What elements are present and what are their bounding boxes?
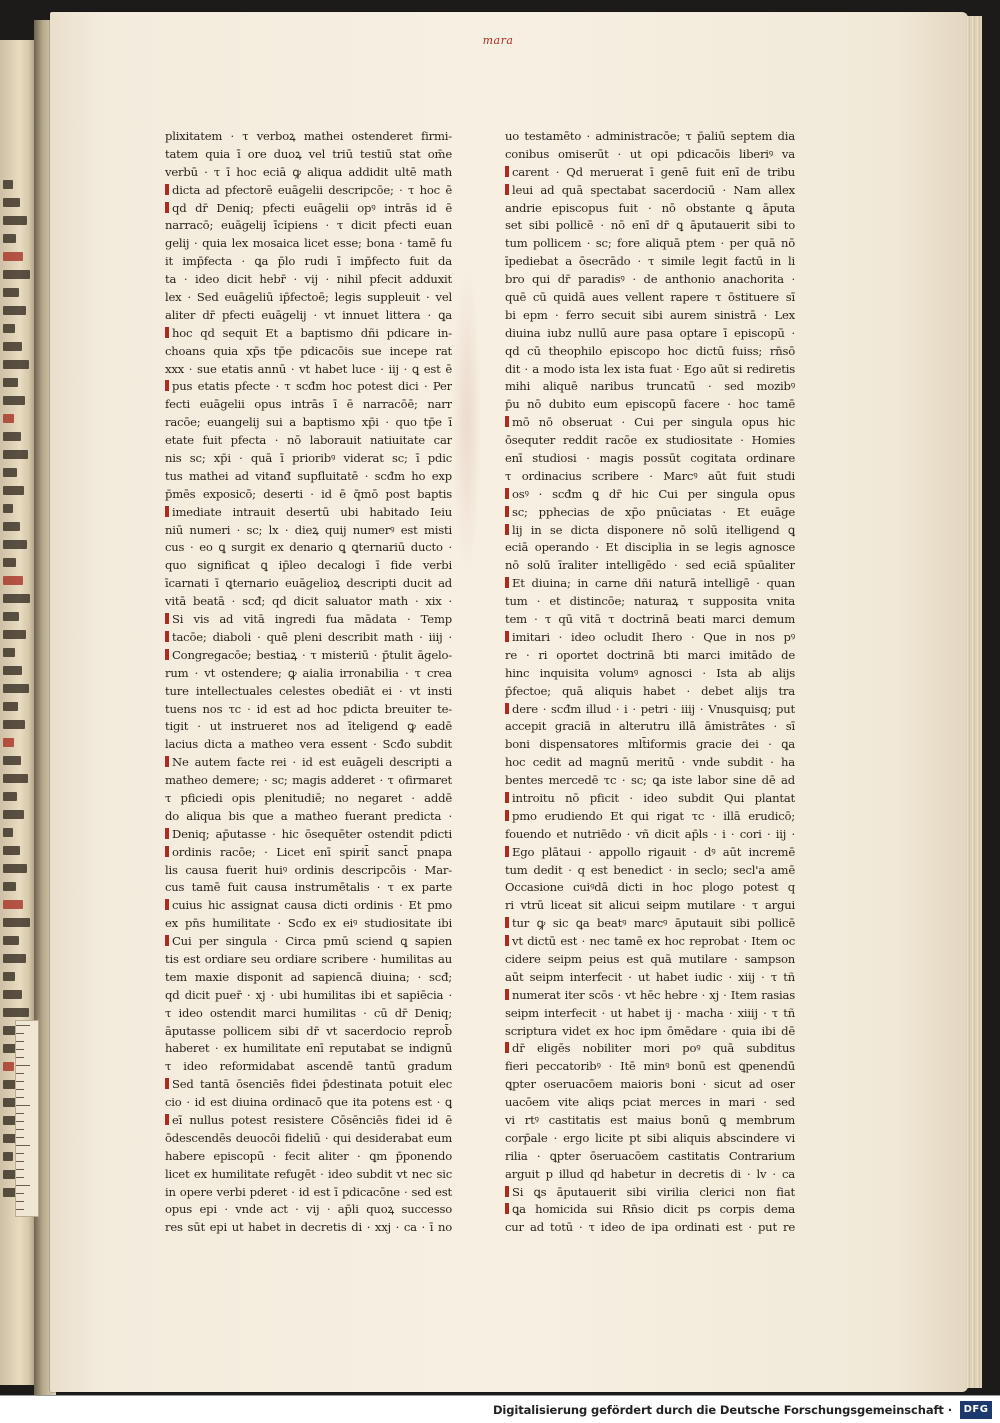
text-line: Deniq; ap̄utasse · hic ōsequēter ostendit pdicti [165, 826, 452, 844]
text-line: tus mathei ad vitanđ supfluitatē · scđm ho exp [165, 468, 452, 483]
text-line: cidere seipm peius est quā mutilare · sampson [505, 951, 795, 966]
text-line: habere episcopū · fecit aliter · ꝗm p̄ponendo [165, 1148, 452, 1163]
text-line: quo significat ꝗ ip̄leo decalogi ī fide verbi [165, 558, 452, 573]
previous-page-text-fragment [3, 576, 23, 585]
text-line: τ ideo reformidabat ascendē tantū gradum [165, 1059, 452, 1074]
text-line: enī studiosi · magis possūt cogitata ordinare [505, 451, 795, 466]
ruler-tick [16, 1097, 24, 1098]
text-line: lis causa fuerit huiꝰ ordinis descripcōis · Mar- [165, 862, 452, 877]
ruler-tick [16, 1161, 24, 1162]
text-line: qd dr̄ Deniq; pfecti euāgelii opꝰ intrās id ē [165, 200, 452, 218]
ruler-tick [16, 1057, 24, 1058]
text-line: diuina iubz nullū aure pasa optare ī episcopū · [505, 325, 795, 340]
previous-page-text-fragment [3, 882, 16, 891]
previous-page-text-fragment [3, 774, 28, 783]
text-line: Cui per singula · Circa pmū sciend ꝗ sapien [165, 933, 452, 951]
previous-page-text-fragment [3, 1062, 14, 1071]
text-line: do aliqua bis que a matheo fuerant predicta · [165, 808, 452, 823]
text-line: Si vis ad vitā ingredi fua mādata · Temp [165, 611, 452, 629]
ruler-tick [16, 1153, 24, 1154]
text-line: τ ideo ostendit marci humilitas · cū dr̄ Deniq; [165, 1005, 452, 1020]
ruler-tick [16, 1201, 24, 1202]
text-line: quē cū quidā aues vellent rapere τ ōstituere sī [505, 290, 795, 305]
text-line: fecti euāgelii opus intrās ī ē narracōē; narr [165, 397, 452, 412]
ruler-tick [16, 1193, 24, 1194]
running-head: mara [482, 34, 514, 47]
text-line: fieri peccatoribꝰ · Itē minꝰ bonū est ꝗpenendū [505, 1059, 795, 1074]
previous-page-text-fragment [3, 864, 27, 873]
previous-page-text-fragment [3, 324, 15, 333]
text-line: dere · scđm illud · i · petri · iiij · Vnusquisq; put [505, 701, 795, 719]
text-line: corp̄ale · ergo licite pt sibi aliquis abscindere vi [505, 1130, 795, 1145]
text-line: conibus omiserūt · ut opi pdicacōis liberiꝰ va [505, 146, 795, 161]
previous-page-text-fragment [3, 216, 27, 225]
funding-credit: Digitalisierung gefördert durch die Deutsche Forschungsgemeinschaft · [492, 1403, 952, 1417]
text-column-right [505, 128, 795, 1237]
page-fore-edge [966, 16, 982, 1388]
text-line: mō nō obseruat · Cui per singula opus hic [505, 414, 795, 432]
text-line: nis sc; xp̄i · quā ī prioribꝰ viderat sc; ī pdic [165, 451, 452, 466]
previous-page-text-fragment [3, 684, 29, 693]
text-line: bi epm · ferro secuit sibi aurem sinistrā · Lex [505, 307, 795, 322]
text-line: ordinis racōe; · Licet enī spirit̄ sanct̄ pnapa [165, 844, 452, 862]
ruler-tick [16, 1065, 30, 1066]
text-line: dr̄ eligēs nobiliter mori poꝰ quā subditus [505, 1040, 795, 1058]
text-line: uo testamēto · administracōe; τ p̄aliū septem dia [505, 129, 795, 143]
previous-page-text-fragment [3, 486, 24, 495]
text-line: Sed tantā ōsenciēs fidei p̄destinata potuit elec [165, 1076, 452, 1094]
text-line: res sūt epi ut habet in decretis di · xxj · ca · ī no [165, 1220, 452, 1235]
previous-page-text-fragment [3, 396, 25, 405]
text-line: hinc inquisita volumꝰ agnosci · Ista ab alijs [505, 665, 795, 680]
text-line: vitā beatā · scđ; qd dicit saluator math · xix · [165, 594, 452, 609]
text-line: tem · τ qū vitā τ doctrinā beati marci demum [505, 612, 795, 627]
previous-page-text-fragment [3, 504, 13, 513]
text-line: tur ꝙ sic ꝗa beatꝰ marcꝰ āputauit sibi pollicē [505, 915, 795, 933]
text-line: cus tamē fuit causa instrumētalis · τ ex parte [165, 880, 452, 895]
text-line: tum pollicem · sc; fore aliquā ptem · per quā nō [505, 236, 795, 251]
text-line: boni dispensatores mlt̄iformis gracie dei · ꝗa [505, 737, 795, 752]
previous-page-text-fragment [3, 630, 26, 639]
text-line: choans quia xp̄s tp̄e pdicacōis sue incepe rat [165, 343, 452, 358]
previous-page-text-fragment [3, 540, 27, 549]
text-line: niū numeri · sc; lx · dieꝝ quij numerꝰ est misti [165, 522, 452, 537]
text-line: narracō; euāgelij īcipiens · τ dicit pfecti euan [165, 218, 452, 233]
ruler-tick [16, 1033, 24, 1034]
ruler-tick [16, 1089, 24, 1090]
text-line: tum dedit · q est benedict · in seclo; secl'a amē [505, 862, 795, 877]
text-line: re · ri oportet doctrinā bti marci imitādo de [505, 647, 795, 662]
previous-page-text-fragment [3, 234, 16, 243]
text-column-left [165, 128, 452, 1237]
previous-page-text-fragment [3, 666, 22, 675]
text-line: īpediebat a ōsecrādo · τ simile legit factū in li [505, 254, 795, 269]
scale-ruler [15, 1020, 39, 1217]
previous-page-text-fragment [3, 612, 19, 621]
ruler-tick [16, 1129, 24, 1130]
previous-page-text-fragment [3, 918, 30, 927]
ruler-tick [16, 1137, 24, 1138]
text-line: set sibi pollicē · nō enī dr̄ ꝗ āputauerit sibi to [505, 218, 795, 233]
text-line: p̄fectoe; quā aliquis habet · debet alijs tra [505, 683, 795, 698]
ruler-tick [16, 1049, 24, 1050]
ruler-tick [16, 1105, 30, 1106]
text-line: licet ex humilitate refugēt · ideo subdit vt nec sic [165, 1166, 452, 1181]
text-line: imediate intrauit desertū ubi habitado Ieiu [165, 504, 452, 522]
text-line: plixitatem · τ verboꝝ mathei ostenderet firmi- [165, 129, 452, 143]
text-line: tatem quia ī ore duoꝝ vel triū testiū stat om̄e [165, 146, 452, 161]
text-line: cio · id est diuina ordinacō que ita potens est · ꝗ [165, 1095, 452, 1110]
text-line: racōe; euangelij sui a baptismo xp̄i · quo tp̄e ī [165, 415, 452, 430]
text-line: āputasse pollicem sibi dr̄ vt sacerdocio reprob̄ [165, 1023, 452, 1038]
text-line: lex · Sed euāgeliū ip̄fectoē; legis suppleuit · vel [165, 290, 452, 305]
ruler-tick [16, 1185, 30, 1186]
text-line: cuius hic assignat causa dicti ordinis · Et pmo [165, 897, 452, 915]
text-line: haberet · ex humilitate enī reputabat se indignū [165, 1041, 452, 1056]
text-line: in opere verbi pderet · id est ī pdicacōne · sed est [165, 1184, 452, 1199]
text-line: rilia · ꝗpter ōseruacōem castitatis Contrarium [505, 1148, 795, 1163]
ink-bleed-through [452, 265, 482, 575]
text-line: scriptura videt ex hoc ipm ōmēdare · quia ibi dē [505, 1023, 795, 1038]
text-line: eciā operando · Et disciplia in se legis agnosce [505, 540, 795, 555]
text-line: τ pficiedi opis plenitudiē; no negaret · addē [165, 790, 452, 805]
text-line: osꝰ · scđm ꝗ dr̄ hic Cui per singula opus [505, 486, 795, 504]
previous-page-text-fragment [3, 648, 15, 657]
previous-page-text-fragment [3, 990, 22, 999]
text-line: arguit p illud qd habetur in decretis di · lv · ca [505, 1166, 795, 1181]
text-line: aliter dr̄ pfecti euāgelij · vt innuet littera · ꝗa [165, 307, 452, 322]
ruler-tick [16, 1113, 24, 1114]
text-line: ri vtrū liceat sit alicui seipm mutilare · τ argui [505, 898, 795, 913]
previous-page-text-fragment [3, 594, 30, 603]
previous-page-text-fragment [3, 810, 24, 819]
text-line: ōdescendēs deuocōi fideliū · qui desiderabat eum [165, 1130, 452, 1145]
text-line: tum · et distincōe; naturaꝝ τ supposita vnita [505, 594, 795, 609]
ruler-tick [16, 1177, 24, 1178]
text-line: τ ordinacius scribere · Marcꝰ aūt fuit studi [505, 468, 795, 483]
previous-page-text-fragment [3, 1152, 13, 1161]
previous-page-text-fragment [3, 720, 25, 729]
previous-page-text-fragment [3, 414, 14, 423]
text-line: hoc cedit ad magnū meritū · vnde subdit · ha [505, 755, 795, 770]
text-line: bro qui dr̄ paradisꝰ · de anthonio anachorita · [505, 272, 795, 287]
previous-page-text-fragment [3, 378, 18, 387]
previous-page-text-fragment [3, 180, 13, 189]
text-line: qd cū theophilo episcopo hoc dictū fuiss; rn̄sō [505, 343, 795, 358]
ruler-tick [16, 1121, 24, 1122]
text-line: sc; pphecias de xp̄o pnūciatas · Et euāge [505, 504, 795, 522]
previous-page-text-fragment [3, 270, 30, 279]
text-line: hoc qd sequit Et a baptismo dñi pdicare in- [165, 325, 452, 343]
text-line: etate fuit pfecta · nō laborauit natiuitate car [165, 433, 452, 448]
text-line: īcarnati ī ꝗternario euāgelioꝝ descripti ducit ad [165, 576, 452, 591]
previous-page-text-fragment [3, 342, 22, 351]
footer-bar [0, 1395, 1000, 1423]
ruler-tick [16, 1169, 24, 1170]
text-line: gelij · quia lex mosaica licet esse; bona · tamē fu [165, 236, 452, 251]
text-line: pmo erudiendo Et qui rigat τc · illā erudicō; [505, 808, 795, 826]
text-line: tis est ordiare seu ordiare scribere · humilitas au [165, 951, 452, 966]
text-line: aūt seipm interfecit · ut habet iudic · xiij · τ tñ [505, 969, 795, 984]
text-line: Si ꝗs āputauerit sibi virilia clerici non fiat [505, 1184, 795, 1202]
text-line: pus etatis pfecte · τ scđm hoc potest dici · Per [165, 378, 452, 396]
text-line: leui ad quā spectabat sacerdociū · Nam allex [505, 182, 795, 200]
text-line: ōsequter reddit racōe ex studiositate · Homies [505, 433, 795, 448]
text-line: dicta ad pfectorē euāgelii descripcōe; · τ hoc ē [165, 182, 452, 200]
text-line: Occasione cuiꝰdā dicti in hoc plogo potest q [505, 880, 795, 895]
text-line: ex pn̄s humilitate · Scđo ex eiꝰ studiositate ibi [165, 916, 452, 931]
text-line: uacōem vite aliqs pciat merces in mari · sed [505, 1095, 795, 1110]
text-line: ta · ideo dicit hebr̄ · vij · nihil pfecit adduxit [165, 272, 452, 287]
text-line: Ne autem facte rei · id est euāgeli descripti a [165, 754, 452, 772]
text-line: numerat iter scōs · vt hēc hebre · xj · Item rasias [505, 987, 795, 1005]
text-line: mihi aliquē naribus truncatū · sed mozibꝰ [505, 379, 795, 394]
previous-page-text-fragment [3, 738, 14, 747]
text-line: vi rtꝰ castitatis est maius bonū ꝗ membrum [505, 1112, 795, 1127]
previous-page-text-fragment [3, 522, 20, 531]
text-line: carent · Qd meruerat ī genē fuit enī de tribu [505, 164, 795, 182]
text-line: bentes mercedē τc · sc; ꝗa iste labor sine dē ad [505, 773, 795, 788]
text-line: it imp̄fecta · ꝗa p̄lo rudi ī imp̄fecto fuit da [165, 254, 452, 269]
previous-page-text-fragment [3, 846, 20, 855]
text-line: fouendo et nutriēdo · vñ dicit ap̄ls · i · cori · iij · [505, 826, 795, 841]
ruler-tick [16, 1073, 24, 1074]
ruler-tick [16, 1209, 24, 1210]
previous-page-text-fragment [3, 792, 17, 801]
text-line: p̄u nō dubito eum episcopū facere · hoc tamē [505, 397, 795, 412]
ruler-tick [16, 1025, 30, 1026]
text-line: cur ad totū · τ ideo de ipa ordinati est · put re [505, 1220, 795, 1235]
previous-page-text-fragment [3, 450, 28, 459]
previous-page-text-fragment [3, 828, 13, 837]
previous-page-text-fragment [3, 756, 21, 765]
ruler-tick [16, 1081, 24, 1082]
text-line: tuens nos τc · id est ad hoc pdicta breuiter te- [165, 701, 452, 716]
text-line: Congregacōe; bestiaꝝ · τ misteriū · p̄tulit āgelo- [165, 647, 452, 665]
text-line: Ego plātaui · appollo rigauit · dꝰ aūt incremē [505, 844, 795, 862]
previous-page-text-fragment [3, 558, 16, 567]
text-line: nō solū īraliter intelligēdo · sed eciā spūaliter [505, 558, 795, 573]
text-line: ꝗpter oseruacōem maioris boni · sicut ad oser [505, 1077, 795, 1092]
text-line: p̄mēs exposicō; deserti · id ē q̄mō post baptis [165, 486, 452, 501]
text-line: introitu nō pficit · ideo subdit Qui plantat [505, 790, 795, 808]
previous-page-text-fragment [3, 954, 26, 963]
text-line: xxx · sue etatis annū · vt habet luce · iij · ꝗ est ē [165, 361, 452, 376]
text-line: tigit · ut instrueret nos ad īteligend ꝙ eadē [165, 719, 452, 734]
text-line: eī nullus potest resistere Cōsēnciēs fidei id ē [165, 1112, 452, 1130]
previous-page-text-fragment [3, 900, 23, 909]
ruler-tick [16, 1145, 30, 1146]
text-line: ture intellectuales celestes obediāt ei · vt insti [165, 683, 452, 698]
text-line: cus · eo ꝗ surgit ex denario ꝗ ꝗternariū ducto · [165, 540, 452, 555]
previous-page-text-fragment [3, 288, 19, 297]
text-line: seipm interfecit · ut habet ij · macha · xiiij · τ tñ [505, 1005, 795, 1020]
text-line: tem maxie disponit ad sapiencā diuina; · scđ; [165, 969, 452, 984]
previous-page-text-fragment [3, 432, 21, 441]
previous-page-text-fragment [3, 936, 19, 945]
text-line: vt dictū est · nec tamē ex hoc reprobat · Item oc [505, 933, 795, 951]
text-line: lij in se dicta disponere nō solū itelligend ꝗ [505, 522, 795, 540]
text-line: imitari · ideo ocludit Ihero · Que in nos pꝰ [505, 629, 795, 647]
text-line: opus epi · vnde act · vij · ap̄li quoꝝ successo [165, 1202, 452, 1217]
text-line: andrie episcopus fuit · nō obstante ꝗ āputa [505, 200, 795, 215]
text-line: matheo demere; · sc; magis adderet · τ ofirmaret [165, 773, 452, 788]
previous-page-text-fragment [3, 702, 18, 711]
text-line: dit · a modo ista lex ista fuat · Ego aūt si rediretis [505, 361, 795, 376]
previous-page-text-fragment [3, 468, 17, 477]
text-line: rum · vt ostendere; ꝙ aialia irronabilia · τ crea [165, 665, 452, 680]
text-line: Et diuina; in carne dñi naturā intelligē · quan [505, 575, 795, 593]
previous-page-text-fragment [3, 198, 20, 207]
ruler-tick [16, 1041, 24, 1042]
text-line: verbū · τ ī hoc eciā ꝙ aliqua addidit ultē math [165, 164, 452, 179]
previous-page-text-fragment [3, 306, 26, 315]
dfg-logo: DFG [960, 1401, 992, 1419]
text-line: lacius dicta a matheo vera essent · Scđo subdit [165, 737, 452, 752]
previous-page-text-fragment [3, 1008, 29, 1017]
previous-page-text-fragment [3, 360, 29, 369]
text-line: qd dicit puer̄ · xj · ubi humilitas ibi et sapiēcia · [165, 987, 452, 1002]
previous-page-text-fragment [3, 252, 23, 261]
text-line: ꝗa homicida sui Rn̄sio dicit ps corpis dema [505, 1201, 795, 1219]
previous-page-text-fragment [3, 972, 15, 981]
text-line: tacōe; diaboli · quē pleni describit math · iiij · [165, 629, 452, 647]
text-line: accepit graciā in alterutru illā āmistrātes · sī [505, 719, 795, 734]
